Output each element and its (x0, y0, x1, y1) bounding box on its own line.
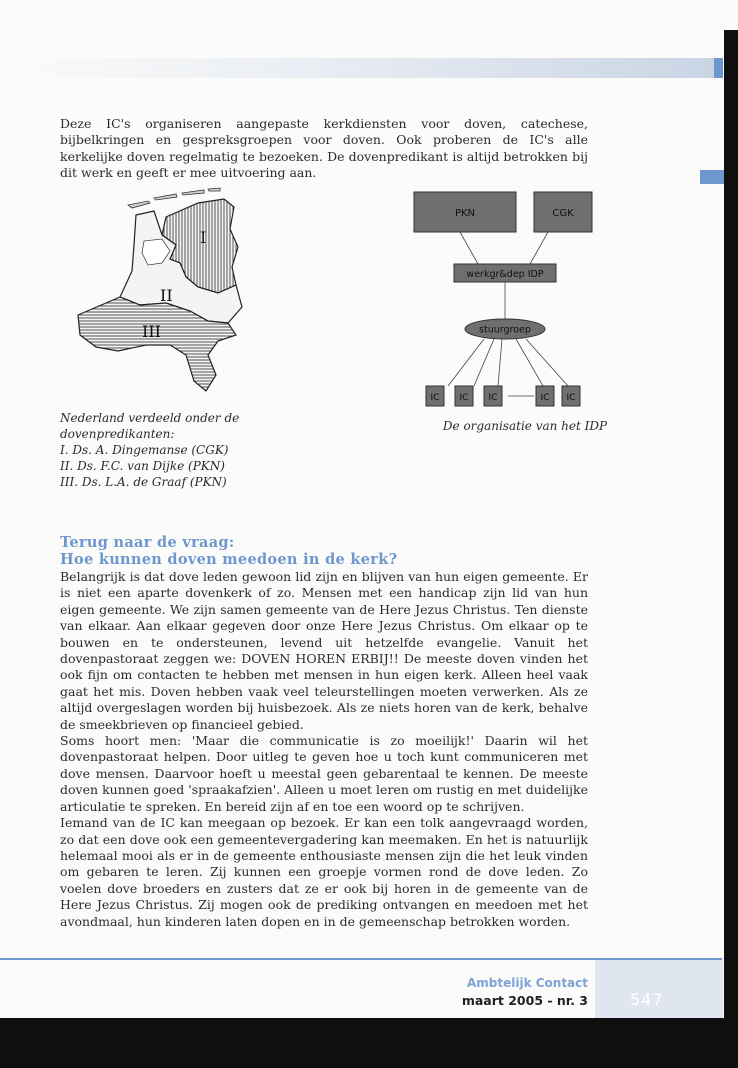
section-heading-line-1: Terug naar de vraag: (60, 534, 235, 551)
scan-edge-right (724, 30, 738, 1020)
body-paragraph: Belangrijk is dat dove leden gewoon lid zijn en blijven van hun eigen gemeente. Er is niet een aparte dovenkerk of zo. Mensen met een handicap zijn lid van hun eigen gemeente. We zijn samen gemeente van de Here Jezus Christus. Ten dienste van elkaar. Aan elkaar gegeven door onze Here Jezus Christus. Om elkaar op te bouwen en te ondersteunen, levend uit hetzelfde evangelie. Vanuit het dovenpastoraat zeggen we: DOVEN HOREN ERBIJ!! De meeste doven vinden het ook fijn om contacten te hebben met mensen in hun eigen kerk. Alleen heel vaak gaat het mis. Doven hebben vaak veel teleurstellingen moeten verwerken. Als ze altijd overgeslagen worden bij huisbezoek. Als ze niets horen van de kerk, behalve de smeekbrieven op financieel gebied. (60, 569, 588, 732)
region-ii-label: II (160, 286, 173, 305)
map-caption-line: II. Ds. F.C. van Dijke (PKN) (60, 459, 225, 473)
scan-edge-bottom (0, 1018, 738, 1068)
body-text (60, 569, 588, 930)
header-band-accent (714, 58, 723, 78)
section-heading (60, 534, 588, 568)
org-box-ic-label: IC (430, 393, 440, 403)
org-box-ic-label: IC (566, 393, 576, 403)
map-caption-line: dovenpredikanten: (60, 427, 175, 441)
org-box-werkgroep-label: werkgr&dep IDP (466, 269, 544, 280)
side-tab-marker (700, 170, 724, 184)
org-box-ic-label: IC (540, 393, 550, 403)
netherlands-map-figure (58, 185, 288, 405)
page-number: 547 (630, 990, 664, 1009)
org-connector (448, 339, 484, 386)
org-ellipse-stuurgroep-label: stuurgroep (479, 324, 531, 336)
org-box-cgk-label: CGK (552, 208, 574, 219)
section-heading-line-2: Hoe kunnen doven meedoen in de kerk? (60, 551, 398, 568)
org-box-pkn-label: PKN (454, 208, 476, 219)
intro-paragraph (60, 116, 588, 182)
map-caption (60, 410, 300, 490)
org-chart-caption: De organisatie van het IDP (442, 419, 608, 433)
footer-shade (595, 960, 723, 1018)
map-caption-line: Nederland verdeeld onder de (60, 411, 240, 425)
header-band (0, 58, 722, 78)
map-caption-line: I. Ds. A. Dingemanse (CGK) (60, 443, 229, 457)
intro-text: Deze IC's organiseren aangepaste kerkdiensten voor doven, catechese, bijbelkringen en gespreksgroepen voor doven. Ook proberen de IC's alle kerkelijke doven regelmatig te bezoeken. De dovenpredikant is altijd betrokken bij dit werk en geeft er mee uitvoering aan. (60, 116, 588, 181)
org-connector (530, 232, 548, 264)
body-paragraph: Iemand van de IC kan meegaan op bezoek. Er kan een tolk aangevraagd worden, zo dat een dove ook een gemeentevergadering kan meemaken. En het is natuurlijk helemaal mooi als er in de gemeente enthousiaste mensen zijn die het leuk vinden om gebaren te leren. Zij kunnen een groepje vormen rond de dove leden. Zo voelen dove broeders en zusters dat ze er ook bij horen in de gemeente van de Here Jezus Christus. Zij mogen ook de prediking ontvangen en meedoen met het avondmaal, hun kinderen laten dopen en in de gemeenschap betrokken worden. (60, 815, 588, 929)
region-i-label: I (200, 228, 207, 247)
org-box-ic-label: IC (459, 393, 469, 403)
map-caption-line: III. Ds. L.A. de Graaf (PKN) (60, 475, 227, 489)
footer-journal-title: Ambtelijk Contact (466, 976, 588, 990)
org-connector (460, 232, 478, 264)
region-iii-label: III (142, 322, 161, 341)
org-box-ic-label: IC (488, 393, 498, 403)
org-connector (498, 339, 502, 386)
org-connector (526, 339, 568, 386)
footer-text (420, 974, 588, 1010)
org-connector (474, 339, 494, 386)
org-chart-figure (398, 188, 608, 413)
footer-issue: maart 2005 - nr. 3 (461, 993, 588, 1008)
body-paragraph: Soms hoort men: 'Maar die communicatie is zo moeilijk!' Daarin wil het dovenpastoraat helpen. Door uitleg te geven hoe u toch kunt communiceren met dove mensen. Daarvoor hoeft u meestal geen gebarentaal te kennen. De meeste doven kunnen goed 'spraakafzien'. Alleen u moet leren om rustig en met duidelijke articulatie te spreken. En bereid zijn af en toe een woord op te schrijven. (60, 733, 588, 814)
org-connector (516, 339, 543, 386)
